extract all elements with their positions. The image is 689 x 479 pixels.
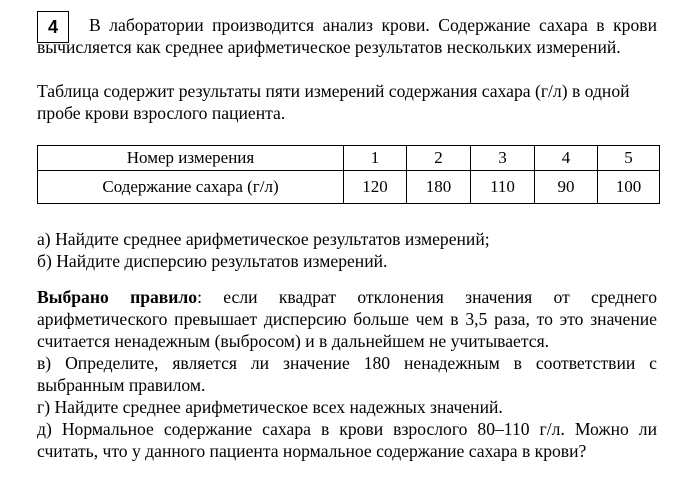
measurement-number-cell: 3: [471, 146, 535, 171]
problem-intro: В лаборатории производится анализ крови. Содержание сахара в крови вычисляется как среднее арифметическое результатов нескольких измерений.: [37, 15, 657, 57]
measurement-number-cell: 5: [598, 146, 660, 171]
value-cell: 100: [598, 171, 660, 204]
question-a: а) Найдите среднее арифметическое результатов измерений;: [37, 229, 490, 249]
problem-number-box: 4: [37, 11, 69, 43]
question-b: б) Найдите дисперсию результатов измерений.: [37, 251, 388, 271]
question-g: г) Найдите среднее арифметическое всех надежных значений.: [37, 397, 503, 417]
measurement-number-cell: 1: [344, 146, 407, 171]
table-description: Таблица содержит результаты пяти измерений содержания сахара (г/л) в одной пробе крови взрослого пациента.: [37, 81, 630, 123]
measurement-number-cell: 4: [535, 146, 598, 171]
question-v: в) Определите, является ли значение 180 ненадежным в соответствии с выбранным правилом.: [37, 353, 657, 395]
table-values-row: [38, 171, 660, 204]
rule-text: : если квадрат отклонения значения от среднего арифметического превышает дисперсию больше чем в 3,5 раза, то это значение считается ненадежным (выбросом) и в дальнейшем не учитывается.: [37, 287, 657, 351]
measurement-number-cell: 2: [407, 146, 471, 171]
value-cell: 180: [407, 171, 471, 204]
table-header-row: [38, 146, 660, 171]
selected-rule: [37, 286, 657, 352]
value-cell: 120: [344, 171, 407, 204]
header-label-cell: Номер измерения: [38, 146, 344, 171]
value-cell: 90: [535, 171, 598, 204]
value-cell: 110: [471, 171, 535, 204]
questions-a-b: [37, 228, 657, 272]
row-label-cell: Содержание сахара (г/л): [38, 171, 344, 204]
rule-title: Выбрано правило: [37, 287, 198, 307]
question-d: д) Нормальное содержание сахара в крови взрослого 80–110 г/л. Можно ли считать, что у данного пациента нормальное содержание сахара в крови?: [37, 419, 657, 461]
measurements-table: [37, 145, 660, 204]
